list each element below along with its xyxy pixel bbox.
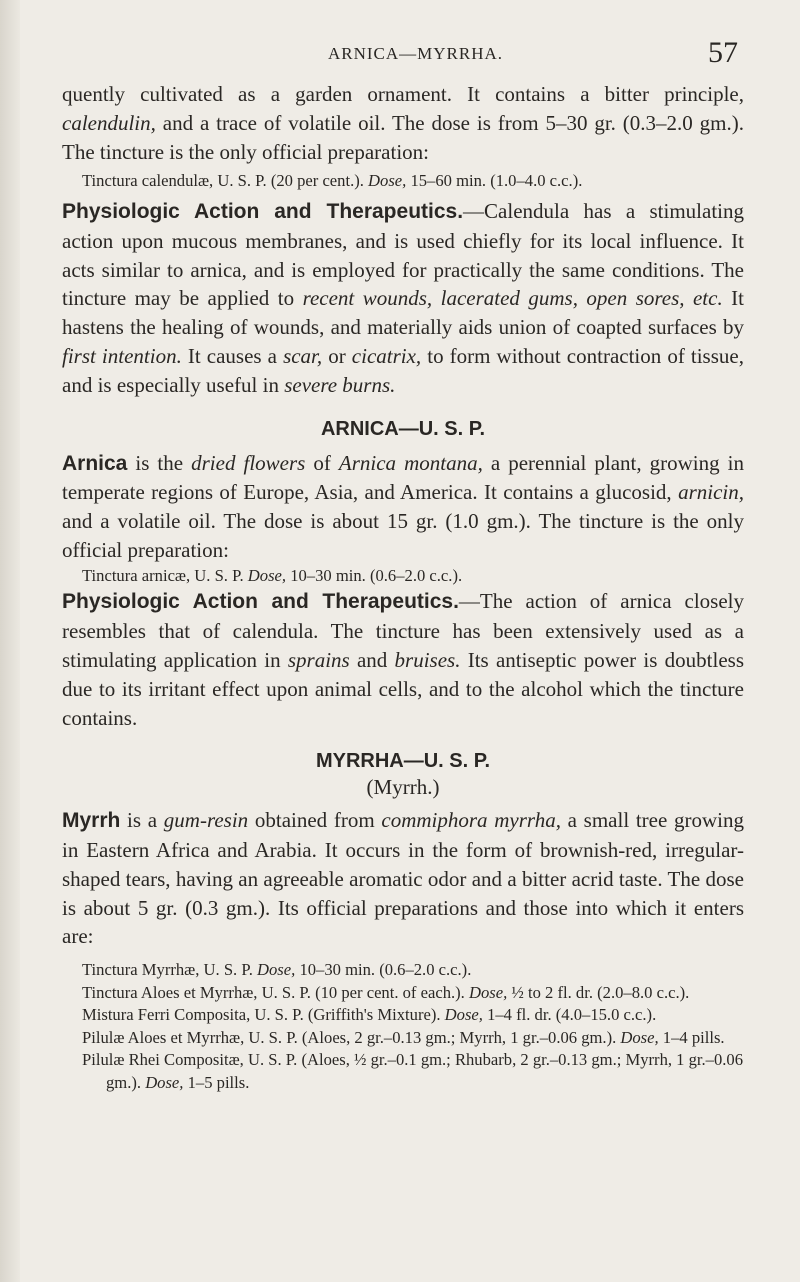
arnica-intro-paragraph: Arnica is the dried flowers of Arnica montana, a perennial plant, growing in temperate regions of Europe, Asia, and America. It contains a glucosid, arnicin, and a volatile oil. The dose is about 15 gr. (1.0 gm.). The tincture is the only official preparation: — [62, 450, 744, 562]
arnica-section-title: ARNICA—U. S. P. — [320, 417, 486, 440]
calendula-physiologic-paragraph: Physiologic Action and Therapeutics.—Calendula has a stimulating action upon mucous membranes, and is used chiefly for its local influence. It acts similar to arnica, and is employed for practically the same conditions. The tincture may be applied to recent wounds, lacerated gums, open sores, etc. It hastens the healing of wounds, and materially aids union of coapted surfaces by first intention. It causes a scar, or cicatrix, to form without contraction of tissue, and is especially useful in severe burns. — [62, 198, 745, 397]
arnica-physiologic-heading: Physiologic Action and Therapeutics. — [62, 590, 459, 614]
page-number: 57 — [708, 36, 738, 69]
calendula-tincture-line: Tinctura calendulæ, U. S. P. (20 per cent.). Dose, 15–60 min. (1.0–4.0 c.c.). — [82, 171, 583, 191]
page-gutter — [0, 0, 20, 1282]
running-head: ARNICA—MYRRHA. — [328, 44, 504, 63]
list-item: Tinctura Aloes et Myrrhæ, U. S. P. (10 per cent. of each.). Dose, ½ to 2 fl. dr. (2.0–8.0 c.c.). — [82, 982, 690, 1002]
calendula-intro-paragraph: quently cultivated as a garden ornament. It contains a bitter principle, calendulin, and a trace of volatile oil. The dose is from 5–30 gr. (0.3–2.0 gm.). The tincture is the only official preparation: — [62, 82, 744, 164]
page-header — [0, 36, 800, 70]
list-item: Mistura Ferri Composita, U. S. P. (Griffith's Mixture). Dose, 1–4 fl. dr. (4.0–15.0 c.c.). — [82, 1005, 657, 1025]
arnica-tincture-line: Tinctura arnicæ, U. S. P. Dose, 10–30 min. (0.6–2.0 c.c.). — [82, 565, 463, 585]
arnica-physiologic-paragraph: Physiologic Action and Therapeutics.—The action of arnica closely resembles that of calendula. The tincture has been extensively used as a stimulating application in sprains and bruises. Its antiseptic power is doubtless due to its irritant effect upon animal cells, and to the alcohol which the tincture contains. — [62, 589, 744, 730]
myrrha-intro-paragraph: Myrrh is a gum-resin obtained from commiphora myrrha, a small tree growing in Eastern Africa and Arabia. It occurs in the form of brownish-red, irregular-shaped tears, having an agreeable aromatic odor and a bitter acrid taste. The dose is about 5 gr. (0.3 gm.). Its official preparations and those into which it enters are: — [62, 808, 745, 949]
list-item: Pilulæ Aloes et Myrrhæ, U. S. P. (Aloes, 2 gr.–0.13 gm.; Myrrh, 1 gr.–0.06 gm.). Dose, 1–4 pills. — [82, 1027, 725, 1047]
myrrha-section-title: MYRRHA—U. S. P. — [315, 750, 491, 773]
page-content — [62, 80, 744, 1095]
myrrha-subtitle: (Myrrh.) — [366, 775, 440, 800]
list-item: Pilulæ Rhei Compositæ, U. S. P. (Aloes, ½ gr.–0.1 gm.; Rhubarb, 2 gr.–0.13 gm.; Myrrh, 1 gr.–0.06 gm.). Dose, 1–5 pills. — [82, 1050, 744, 1093]
myrrha-preparations-list — [62, 959, 744, 1095]
list-item: Tinctura Myrrhæ, U. S. P. Dose, 10–30 min. (0.6–2.0 c.c.). — [82, 960, 472, 980]
calendula-physiologic-heading: Physiologic Action and Therapeutics. — [62, 199, 464, 223]
myrrha-lead-word: Myrrh — [62, 809, 121, 833]
arnica-lead-word: Arnica — [62, 451, 128, 475]
